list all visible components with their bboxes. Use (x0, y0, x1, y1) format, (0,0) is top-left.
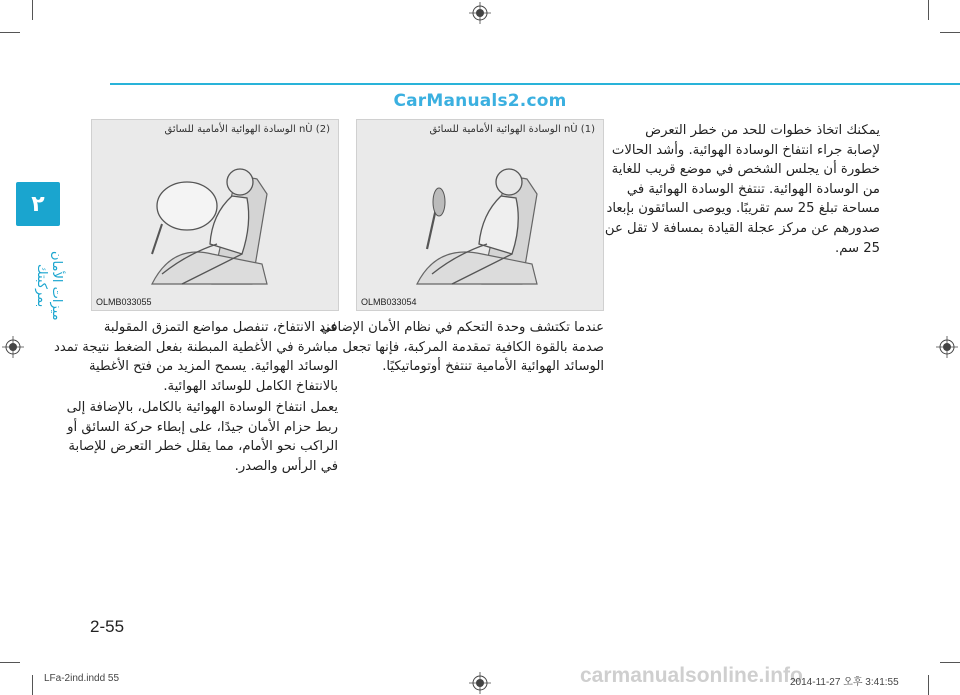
registration-mark-icon (469, 672, 491, 694)
text-line: لإصابة جراء انتفاخ الوسادة الهوائية. وأشد الحالات (611, 142, 880, 158)
text-line: مساحة تبلغ 25 سم تقريبًا. ويوصى السائقون بإبعاد (606, 201, 880, 217)
airbag-deployed-illustration-icon (92, 134, 338, 294)
paragraph-sensor (320, 318, 604, 377)
text-line: الراكب نحو الأمام، مما يقلل خطر التعرض للإصابة (68, 439, 338, 455)
crop-mark (928, 0, 929, 20)
text-line: 25 سم. (835, 240, 880, 256)
paragraph-seatbelt (66, 398, 338, 476)
crop-mark (32, 0, 33, 20)
header-rule (110, 83, 960, 85)
footer-watermark: carmanualsonline.info (580, 664, 803, 687)
text-line: الوسائد الهوائية. يسمح المزيد من فتح الأغطية (88, 359, 338, 375)
brand-watermark: CarManuals2.com (393, 91, 567, 111)
text-line: صدورهم عن مركز عجلة القيادة بمسافة لا تقل عن (604, 220, 880, 236)
paragraph-reduce-risk (604, 121, 880, 258)
crop-mark (0, 32, 20, 33)
text-line: يعمل انتفاخ الوسادة الهوائية بالكامل، بالإضافة إلى (66, 400, 338, 415)
text-line: الوسائد الهوائية الأمامية تنتفخ أوتوماتيكيًا. (382, 359, 604, 375)
text-line: في الرأس والصدر. (234, 458, 338, 474)
figure-caption: (2) nÙ الوسادة الهوائية الأمامية للسائق (164, 124, 330, 135)
text-line: صدمة بالقوة الكافية تمقدمة المركبة، فإنها تجعل (342, 339, 604, 355)
text-line: ربط حزام الأمان جيدًا، على إبطاء حركة السائق أو (67, 419, 338, 435)
chapter-tab: ٢ (16, 182, 60, 226)
crop-mark (928, 675, 929, 695)
footer-file-name: LFa-2ind.indd 55 (44, 673, 120, 684)
crop-mark (940, 32, 960, 33)
airbag-stowed-illustration-icon (357, 134, 603, 294)
crop-mark (940, 662, 960, 663)
text-line: خطورة أن يجلس الشخص في موضع قريب للغاية (611, 162, 880, 178)
figure-driver-airbag-1 (356, 119, 604, 311)
paragraph-inflation (53, 318, 338, 396)
registration-mark-icon (936, 336, 958, 358)
chapter-title: ميزات الأمان بمركبتك (34, 251, 64, 321)
page-number: 2-55 (90, 617, 125, 636)
footer-timestamp: 2014-11-27 오후 3:41:55 (790, 677, 899, 688)
crop-mark (32, 675, 33, 695)
text-line: بالانتفاخ الكامل للوسائد الهوائية. (163, 378, 338, 394)
figure-code: OLMB033054 (361, 297, 417, 307)
figure-driver-airbag-2 (91, 119, 339, 311)
text-line: عندما تكتشف وحدة التحكم في نظام الأمان الإضافي (320, 320, 604, 335)
figure-caption: (1) nÙ الوسادة الهوائية الأمامية للسائق (429, 124, 595, 135)
text-line: يمكنك اتخاذ خطوات للحد من خطر التعرض (645, 123, 880, 138)
text-line: من الوسادة الهوائية. تنتفخ الوسادة الهوائية في (626, 181, 880, 197)
text-line: مباشرة في الأغطية المبطنة بفعل الضغط نتيجة تمدد (53, 339, 338, 355)
crop-mark (0, 662, 20, 663)
text-line: عند الانتفاخ، تنفصل مواضع التمزق المقولبة (103, 320, 338, 335)
figure-code: OLMB033055 (96, 297, 152, 307)
registration-mark-icon (2, 336, 24, 358)
registration-mark-icon (469, 2, 491, 24)
